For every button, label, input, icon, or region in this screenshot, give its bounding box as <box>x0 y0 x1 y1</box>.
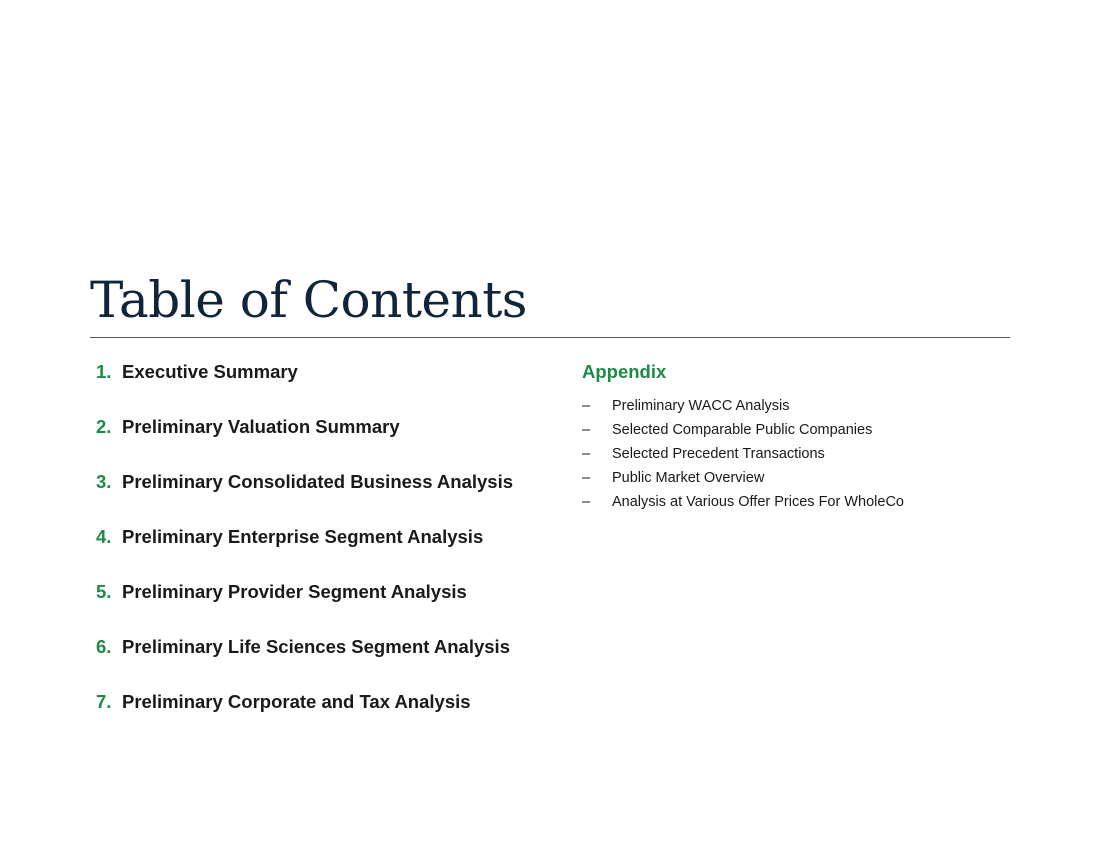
toc-list <box>96 360 566 745</box>
toc-item-number: 5. <box>96 581 112 602</box>
toc-item-executive-summary[interactable] <box>96 360 566 415</box>
appendix-list <box>582 394 1002 514</box>
appendix-item-public-market-overview[interactable] <box>582 466 1002 490</box>
appendix-item-comparable-public-companies[interactable] <box>582 418 1002 442</box>
toc-item-label: Preliminary Consolidated Business Analysis <box>122 471 514 492</box>
toc-item-valuation-summary[interactable] <box>96 415 566 470</box>
toc-item-number: 7. <box>96 691 112 712</box>
dash-bullet: – <box>582 494 591 510</box>
dash-bullet: – <box>582 446 591 462</box>
toc-item-provider-segment-analysis[interactable] <box>96 580 566 635</box>
toc-item-consolidated-business-analysis[interactable] <box>96 470 566 525</box>
toc-item-label: Preliminary Corporate and Tax Analysis <box>122 691 471 712</box>
toc-item-label: Preliminary Provider Segment Analysis <box>122 581 467 602</box>
dash-bullet: – <box>582 470 591 486</box>
toc-item-number: 3. <box>96 471 112 492</box>
appendix-item-label: Analysis at Various Offer Prices For WholeCo <box>612 494 904 510</box>
appendix-item-precedent-transactions[interactable] <box>582 442 1002 466</box>
toc-item-corporate-and-tax-analysis[interactable] <box>96 690 566 745</box>
appendix-item-label: Public Market Overview <box>612 470 765 486</box>
toc-item-life-sciences-segment-analysis[interactable] <box>96 635 566 690</box>
appendix-item-label: Selected Precedent Transactions <box>612 446 825 462</box>
toc-item-label: Executive Summary <box>122 361 298 382</box>
appendix-title: Appendix <box>582 361 667 382</box>
toc-item-label: Preliminary Enterprise Segment Analysis <box>122 526 484 547</box>
appendix-item-offer-prices-analysis[interactable] <box>582 490 1002 514</box>
appendix-item-label: Selected Comparable Public Companies <box>612 422 873 438</box>
appendix-item-label: Preliminary WACC Analysis <box>612 398 790 414</box>
toc-item-number: 6. <box>96 636 112 657</box>
title-divider <box>90 337 1010 338</box>
toc-item-number: 2. <box>96 416 112 437</box>
toc-item-enterprise-segment-analysis[interactable] <box>96 525 566 580</box>
toc-item-number: 4. <box>96 526 112 547</box>
toc-item-label: Preliminary Valuation Summary <box>122 416 400 437</box>
appendix-item-wacc-analysis[interactable] <box>582 394 1002 418</box>
dash-bullet: – <box>582 422 591 438</box>
toc-item-label: Preliminary Life Sciences Segment Analysis <box>122 636 510 657</box>
appendix-section <box>582 360 1002 514</box>
page-title: Table of Contents <box>90 271 527 329</box>
toc-item-number: 1. <box>96 361 112 382</box>
dash-bullet: – <box>582 398 591 414</box>
